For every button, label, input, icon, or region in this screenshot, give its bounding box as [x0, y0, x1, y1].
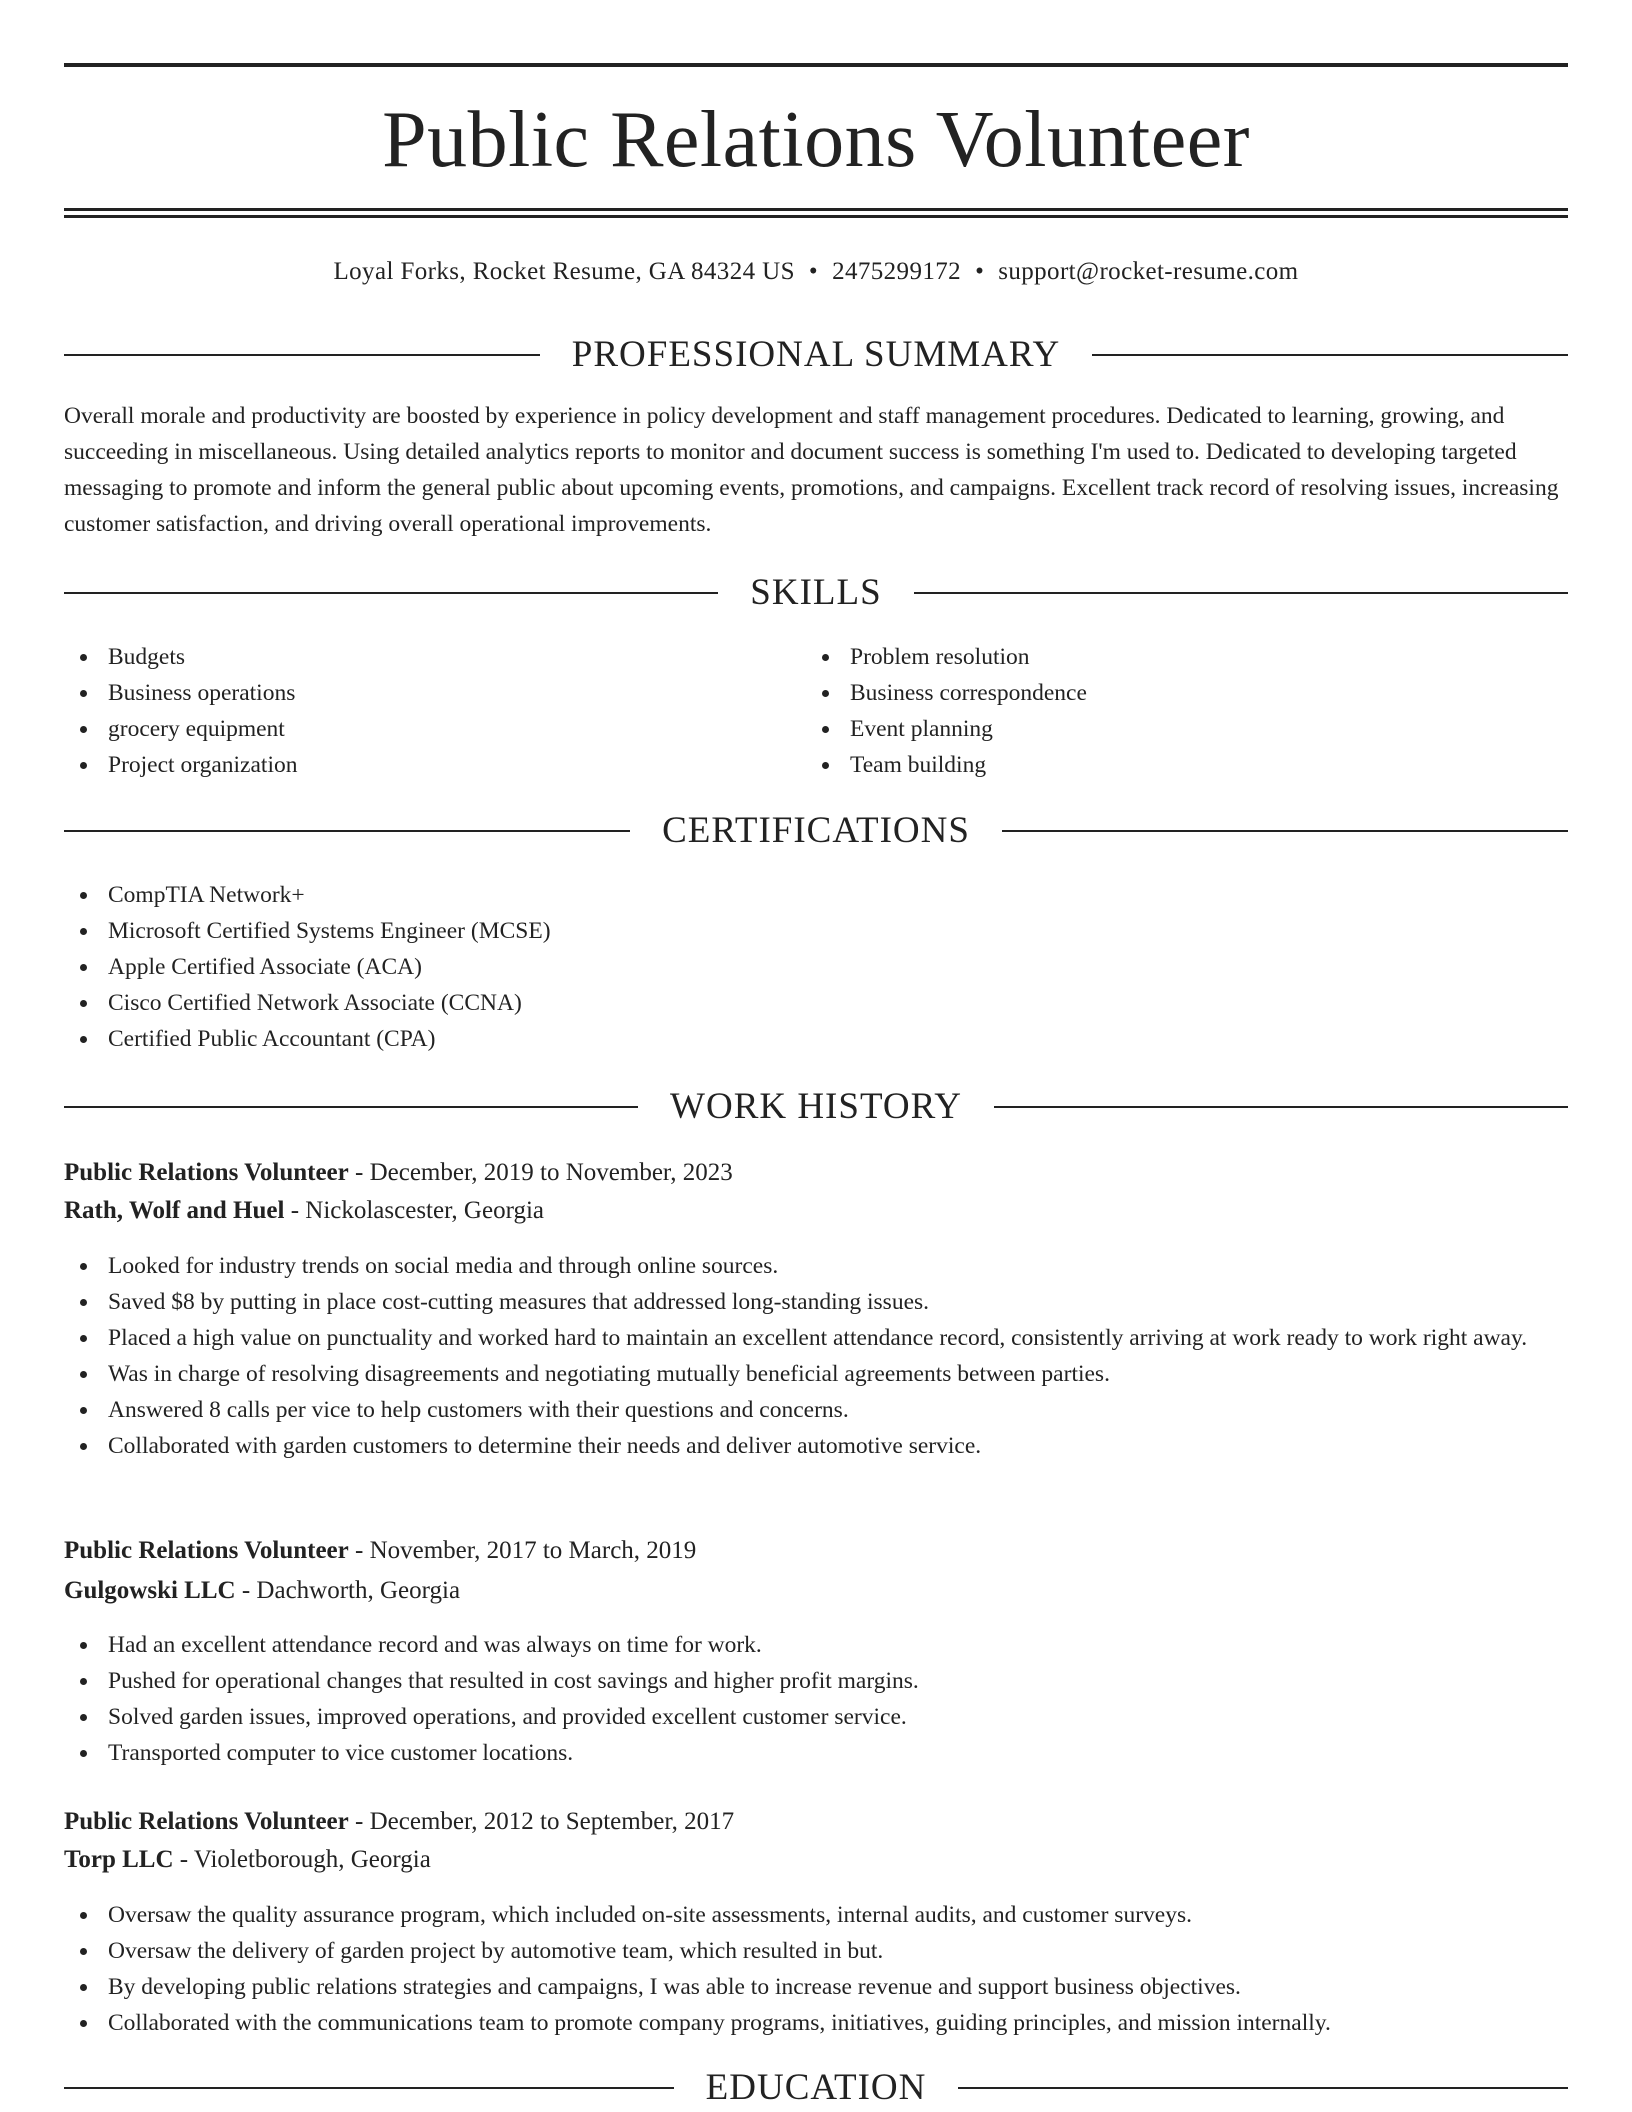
heading-rule [914, 592, 1568, 594]
job-location: - Dachworth, Georgia [235, 1577, 461, 1604]
contact-line [64, 254, 1568, 290]
skill-item: Project organization [64, 747, 764, 783]
contact-address: Loyal Forks, Rocket Resume, GA 84324 US [333, 258, 795, 285]
resume-title: Public Relations Volunteer [382, 96, 1250, 184]
job-company: Gulgowski LLC [64, 1577, 236, 1604]
heading-rule [1092, 354, 1568, 356]
job-bullet: Transported computer to vice customer locations. [64, 1735, 1568, 1771]
job-bullet: Collaborated with the communications team to promote company programs, initiatives, guiding principles, and mission internally. [64, 2005, 1568, 2041]
job-bullets [64, 1627, 1568, 1771]
job-company-line [64, 1572, 1568, 1610]
skill-item: grocery equipment [64, 711, 764, 747]
job-location: - Violetborough, Georgia [173, 1846, 431, 1873]
job-title: Public Relations Volunteer [64, 1808, 349, 1835]
job-dates: - December, 2012 to September, 2017 [348, 1808, 735, 1835]
certifications-list [64, 877, 1568, 1057]
work-history-heading-label: WORK HISTORY [670, 1086, 962, 1127]
job-bullet: Placed a high value on punctuality and worked hard to maintain an excellent attendance record, consistently arriving at work ready to work right away. [64, 1320, 1568, 1356]
job-bullet: Solved garden issues, improved operations, and provided excellent customer service. [64, 1699, 1568, 1735]
job-bullet: Was in charge of resolving disagreements and negotiating mutually beneficial agreements between parties. [64, 1356, 1568, 1392]
job-bullet: By developing public relations strategies and campaigns, I was able to increase revenue and support business objectives. [64, 1969, 1568, 2005]
job-bullet: Looked for industry trends on social media and through online sources. [64, 1248, 1568, 1284]
contact-separator: • [808, 258, 819, 285]
skills-list-left [64, 639, 764, 783]
job-bullets [64, 1897, 1568, 2041]
job-bullet: Had an excellent attendance record and was always on time for work. [64, 1627, 1568, 1663]
job-company: Torp LLC [64, 1846, 174, 1873]
job-title-line [64, 1532, 1568, 1570]
certification-item: Microsoft Certified Systems Engineer (MCSE) [64, 913, 1568, 949]
education-heading-label: EDUCATION [705, 2067, 927, 2108]
job-location: - Nickolascester, Georgia [284, 1197, 544, 1224]
job-bullet: Collaborated with garden customers to determine their needs and deliver automotive service. [64, 1428, 1568, 1464]
certifications-heading-label: CERTIFICATIONS [662, 810, 970, 851]
heading-rule [64, 354, 540, 356]
title-top-rule [64, 63, 1568, 67]
heading-rule [64, 2087, 674, 2089]
heading-rule [958, 2087, 1568, 2089]
work-history-heading [64, 1087, 1568, 1127]
summary-text: Overall morale and productivity are boosted by experience in policy development and staff management procedures. Dedicated to learning, growing, and succeeding in miscellaneous. Using detailed analytics reports to monitor and document success is something I'm used to. Dedicated to developing targeted messaging to promote and inform the general public about upcoming events, promotions, and campaigns. Excellent track record of resolving issues, increasing customer satisfaction, and driving overall operational improvements. [64, 403, 1559, 537]
skill-item: Budgets [64, 639, 764, 675]
job-bullets [64, 1248, 1568, 1464]
skill-item: Problem resolution [806, 639, 1506, 675]
summary-heading [64, 335, 1568, 375]
job-bullet: Answered 8 calls per vice to help customers with their questions and concerns. [64, 1392, 1568, 1428]
certification-item: CompTIA Network+ [64, 877, 1568, 913]
skill-item: Business correspondence [806, 675, 1506, 711]
job-company-line [64, 1841, 1568, 1879]
skill-item: Team building [806, 747, 1506, 783]
job-title-line [64, 1154, 1568, 1192]
title-double-rule [64, 208, 1568, 218]
skills-heading [64, 573, 1568, 613]
skills-list-right [806, 639, 1506, 783]
certification-item: Certified Public Accountant (CPA) [64, 1021, 1568, 1057]
job-title: Public Relations Volunteer [64, 1537, 349, 1564]
heading-rule [994, 1106, 1568, 1108]
heading-rule [64, 592, 718, 594]
certification-item: Cisco Certified Network Associate (CCNA) [64, 985, 1568, 1021]
skill-item: Business operations [64, 675, 764, 711]
heading-rule [1002, 830, 1568, 832]
job-company: Rath, Wolf and Huel [64, 1197, 285, 1224]
job-dates: - December, 2019 to November, 2023 [348, 1159, 733, 1186]
job-dates: - November, 2017 to March, 2019 [348, 1537, 697, 1564]
job-bullet: Saved $8 by putting in place cost-cutting measures that addressed long-standing issues. [64, 1284, 1568, 1320]
summary-heading-label: PROFESSIONAL SUMMARY [571, 334, 1061, 375]
contact-email: support@rocket-resume.com [998, 258, 1299, 285]
certifications-heading [64, 811, 1568, 851]
job-title-line [64, 1803, 1568, 1841]
contact-phone: 2475299172 [832, 258, 962, 285]
job-bullet: Oversaw the quality assurance program, which included on-site assessments, internal audits, and customer surveys. [64, 1897, 1568, 1933]
skill-item: Event planning [806, 711, 1506, 747]
job-title: Public Relations Volunteer [64, 1159, 349, 1186]
skills-heading-label: SKILLS [750, 572, 882, 613]
heading-rule [64, 1106, 638, 1108]
job-bullet: Oversaw the delivery of garden project by automotive team, which resulted in but. [64, 1933, 1568, 1969]
contact-separator: • [975, 258, 985, 285]
education-heading [64, 2068, 1568, 2108]
job-bullet: Pushed for operational changes that resulted in cost savings and higher profit margins. [64, 1663, 1568, 1699]
job-company-line [64, 1192, 1568, 1230]
heading-rule [64, 830, 630, 832]
certification-item: Apple Certified Associate (ACA) [64, 949, 1568, 985]
